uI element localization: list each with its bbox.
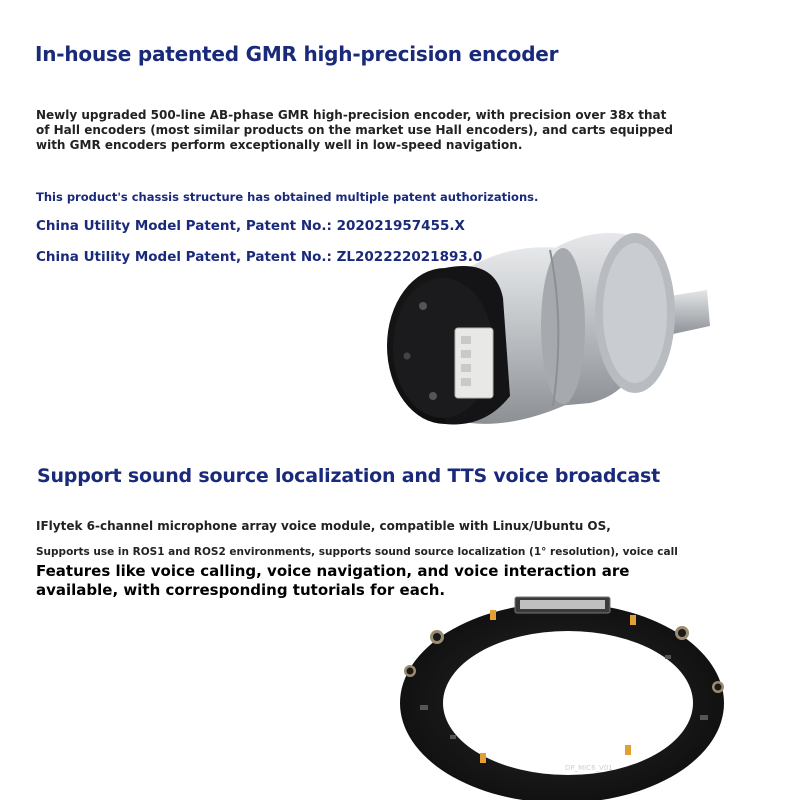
board-label: DP_MIC6_V01: [565, 764, 613, 772]
voice-ros-line: Supports use in ROS1 and ROS2 environments, supports sound source localization (1° resolution), voice call: [36, 546, 678, 558]
voice-heading: Support sound source localization and TTS voice broadcast: [37, 465, 660, 487]
patent-note: This product's chassis structure has obtained multiple patent authorizations.: [36, 190, 539, 204]
microphone-array-ring-image: [390, 585, 735, 800]
patent-line-1: China Utility Model Patent, Patent No.: 202021957455.X: [36, 218, 465, 234]
encoder-heading: In-house patented GMR high-precision encoder: [35, 42, 559, 66]
encoder-description: Newly upgraded 500-line AB-phase GMR high-precision encoder, with precision over 38x that of Hall encoders (most similar products on the market use Hall encoders), and carts equipped with GMR encoders perform exceptionally well in low-speed navigation.: [36, 108, 673, 152]
gmr-encoder-motor-image: [385, 218, 715, 448]
voice-features-line: Features like voice calling, voice navigation, and voice interaction are available, with corresponding tutorials for each.: [36, 562, 630, 599]
voice-module-line: IFlytek 6-channel microphone array voice module, compatible with Linux/Ubuntu OS,: [36, 519, 611, 533]
patent-line-2: China Utility Model Patent, Patent No.: ZL202222021893.0: [36, 249, 483, 265]
